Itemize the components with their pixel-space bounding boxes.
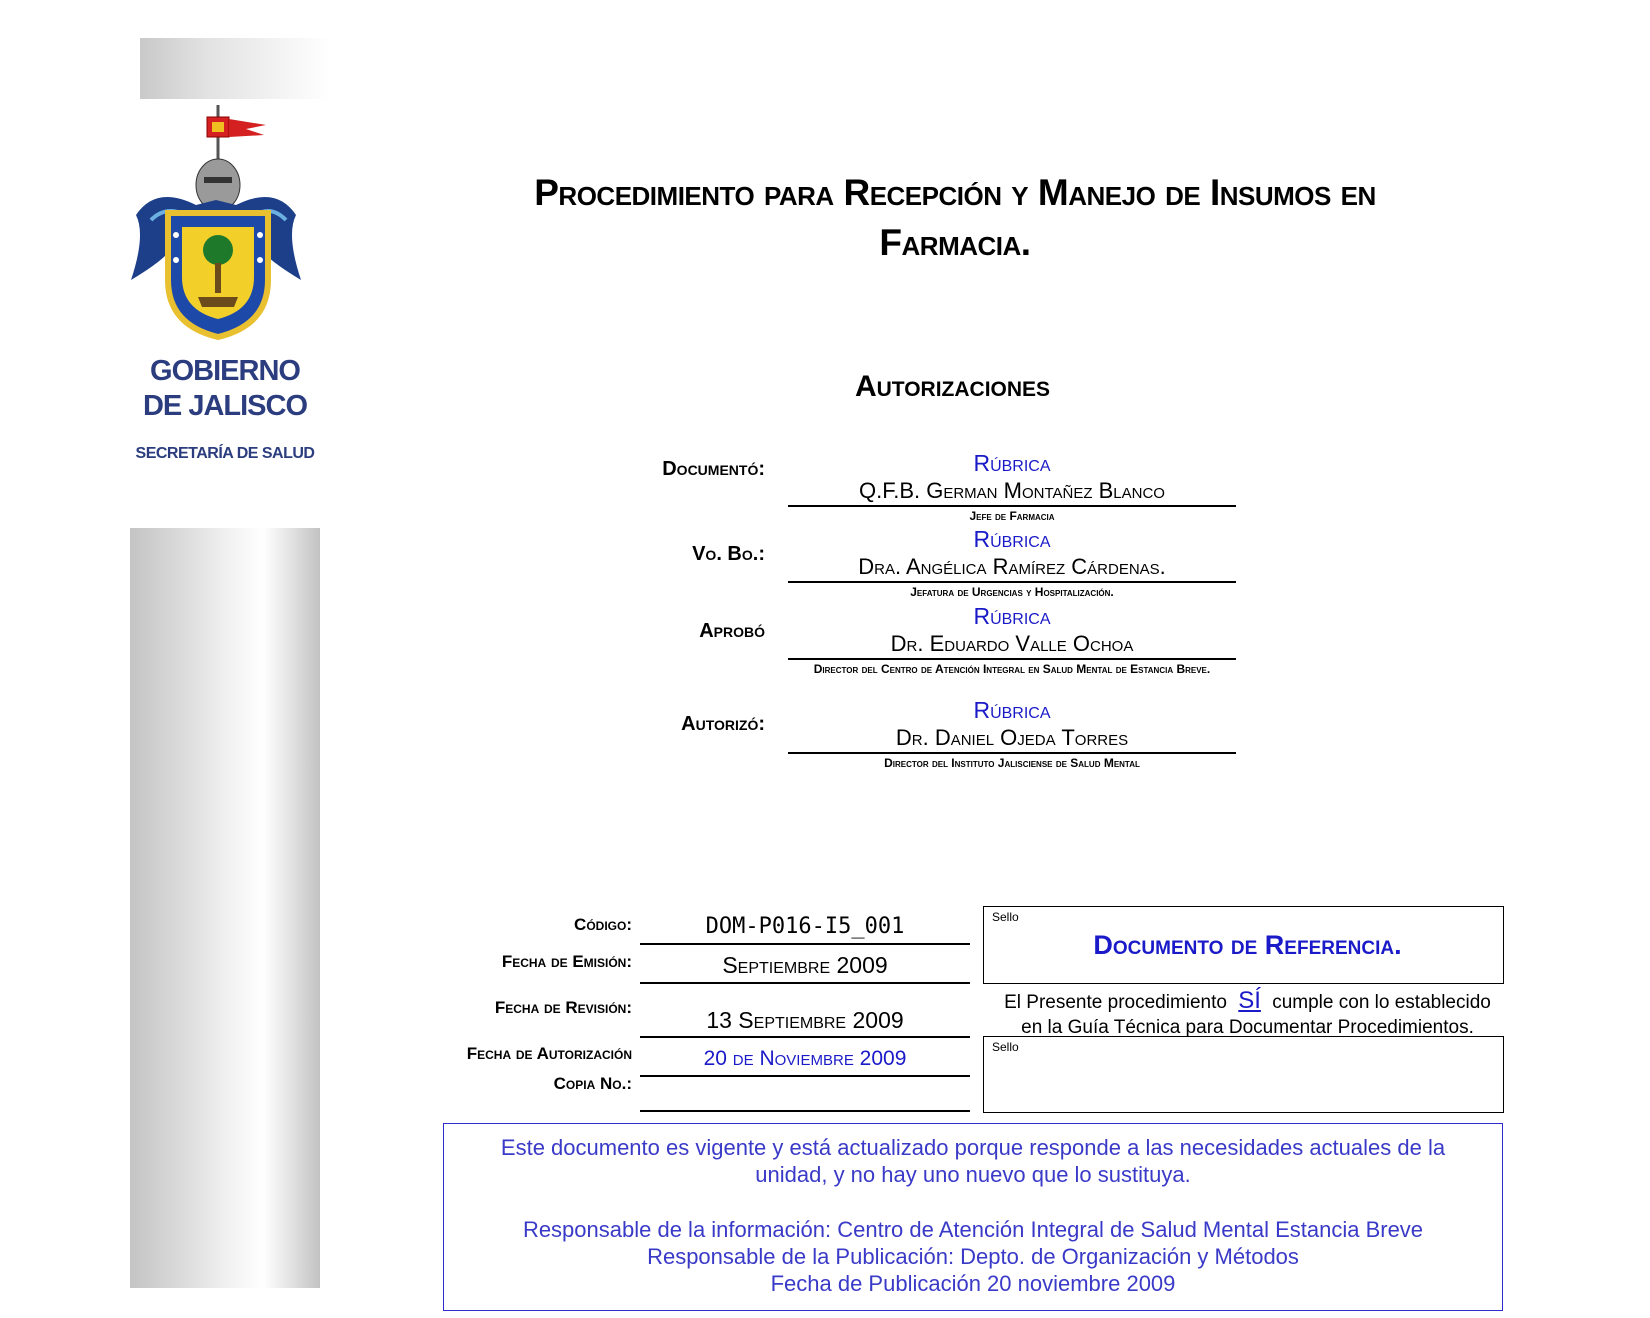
signature-line — [788, 505, 1236, 507]
revision-date-value: 13 Septiembre 2009 — [706, 1007, 904, 1033]
code-label: Código: — [574, 915, 632, 934]
revision-date-label: Fecha de Revisión: — [494, 998, 632, 1017]
signer-position: Jefatura de Urgencias y Hospitalización. — [910, 585, 1114, 599]
signer-position: Director del Instituto Jalisciense de Salud Mental — [884, 756, 1140, 770]
authorization-date-line — [640, 1075, 970, 1077]
validity-notice — [443, 1123, 1503, 1311]
government-name: GOBIERNO — [150, 355, 300, 387]
role-label: Vo. Bo.: — [692, 543, 765, 565]
issue-date-label: Fecha de Emisión: — [501, 952, 632, 971]
role-label: Autorizó: — [681, 713, 765, 735]
compliance-statement — [985, 988, 1510, 1040]
issue-date-line — [640, 982, 970, 984]
copy-number-label: Copia No.: — [553, 1074, 632, 1093]
signer-name: Dra. Angélica Ramírez Cárdenas. — [858, 554, 1166, 579]
notice-line: unidad, y no hay uno nuevo que lo sustituya. — [755, 1162, 1191, 1187]
notice-line: Fecha de Publicación 20 noviembre 2009 — [770, 1271, 1176, 1296]
signature-mark: Rúbrica — [973, 526, 1051, 552]
side-column-bar — [130, 528, 320, 1288]
compliance-prefix: El Presente procedimiento — [1004, 992, 1227, 1013]
signature-mark: Rúbrica — [973, 697, 1051, 723]
seal-stamp-box — [983, 1036, 1504, 1113]
state-name: DE JALISCO — [142, 390, 308, 422]
stamp-label: Sello — [992, 910, 1019, 924]
signature-line — [788, 581, 1236, 583]
signature-mark: Rúbrica — [973, 603, 1051, 629]
signer-position: Director del Centro de Atención Integral en Salud Mental de Estancia Breve. — [813, 662, 1211, 676]
notice-line: Este documento es vigente y está actualizado porque responde a las necesidades actuales de la — [500, 1135, 1446, 1160]
title-line-1: Procedimiento para Recepción y Manejo de Insumos en — [534, 172, 1376, 213]
code-value: DOM-P016-I5_001 — [705, 914, 905, 939]
stamp-label: Sello — [992, 1040, 1019, 1054]
jalisco-coat-of-arms-icon — [126, 105, 306, 345]
signer-name: Q.F.B. German Montañez Blanco — [859, 478, 1165, 503]
authorizations-heading: Autorizaciones — [854, 370, 1051, 403]
department-name: SECRETARÍA DE SALUD — [135, 445, 315, 462]
compliance-suffix: cumple con lo establecido — [1272, 992, 1491, 1013]
title-line-2: Farmacia. — [879, 222, 1031, 263]
signer-name: Dr. Eduardo Valle Ochoa — [890, 631, 1134, 656]
code-line — [640, 943, 970, 945]
revision-date-line — [640, 1036, 970, 1038]
authorization-date-label: Fecha de Autorización — [466, 1044, 632, 1063]
signature-line — [788, 752, 1236, 754]
signer-name: Dr. Daniel Ojeda Torres — [895, 725, 1129, 750]
compliance-value: SÍ — [1238, 987, 1261, 1014]
signature-mark: Rúbrica — [973, 450, 1051, 476]
copy-number-line — [640, 1110, 970, 1112]
role-label: Documentó: — [662, 458, 765, 480]
header-gray-bar — [140, 38, 330, 99]
notice-line: Responsable de la información: Centro de Atención Integral de Salud Mental Estancia Breve — [522, 1217, 1424, 1242]
compliance-line-2: en la Guía Técnica para Documentar Procedimientos. — [1021, 1017, 1474, 1038]
signature-line — [788, 658, 1236, 660]
document-title — [395, 168, 1515, 268]
reference-document-title: Documento de Referencia. — [1093, 930, 1402, 960]
issue-date-value: Septiembre 2009 — [722, 952, 888, 978]
authorization-date-value: 20 de Noviembre 2009 — [703, 1047, 907, 1070]
notice-line: Responsable de la Publicación: Depto. de Organización y Métodos — [647, 1244, 1299, 1269]
role-label: Aprobó — [699, 620, 765, 642]
signer-position: Jefe de Farmacia — [969, 509, 1055, 523]
